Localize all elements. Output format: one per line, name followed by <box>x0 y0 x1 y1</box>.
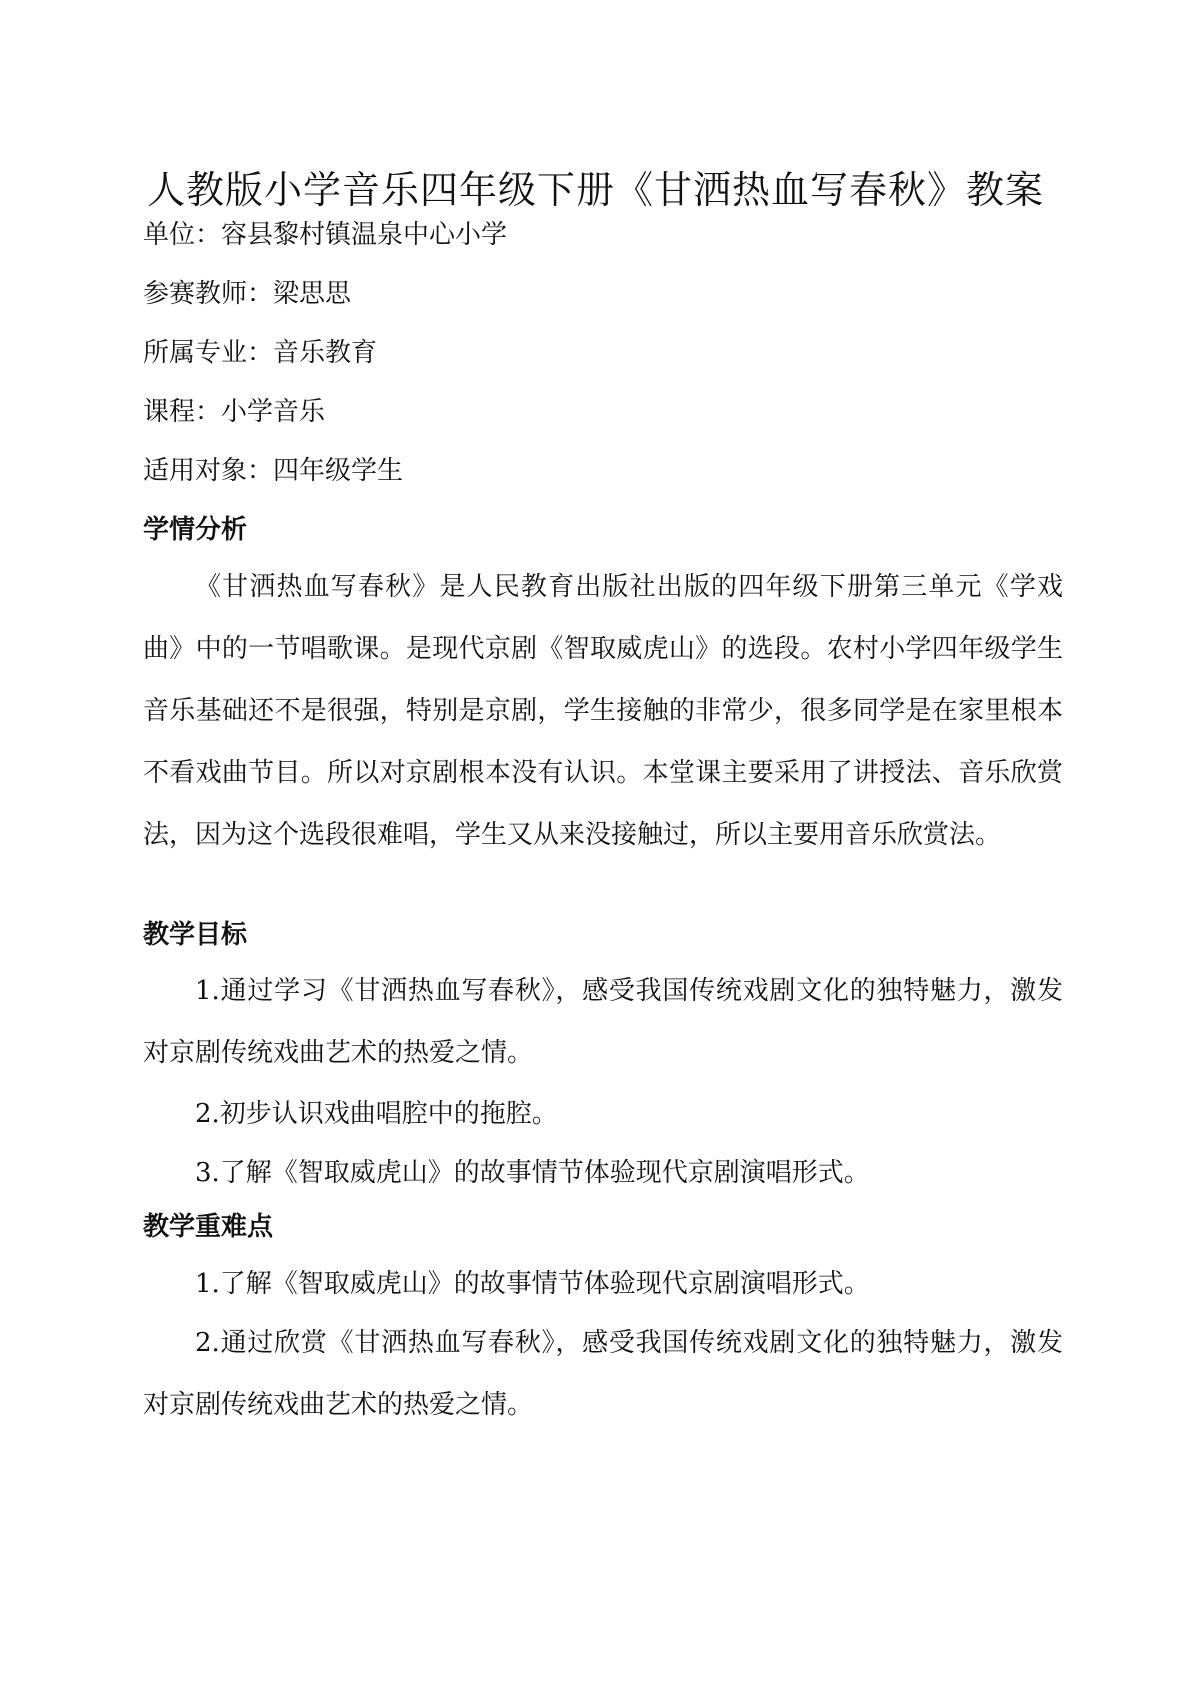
document-title: 人教版小学音乐四年级下册《甘洒热血写春秋》教案 <box>146 168 1044 212</box>
keypoint-item-2: 2.通过欣赏《甘洒热血写春秋》，感受我国传统戏剧文化的独特魅力，激发对京剧传统戏曲艺术的热爱之情。 <box>143 1328 1063 1420</box>
goal-item-1: 1.通过学习《甘洒热血写春秋》，感受我国传统戏剧文化的独特魅力，激发对京剧传统戏曲艺术的热爱之情。 <box>143 976 1063 1068</box>
info-audience: 适用对象：四年级学生 <box>143 456 404 486</box>
info-major: 所属专业：音乐教育 <box>143 338 378 368</box>
info-teacher: 参赛教师：梁思思 <box>143 279 352 309</box>
info-course: 课程：小学音乐 <box>143 397 326 427</box>
goal-item-2: 2.初步认识戏曲唱腔中的拖腔。 <box>195 1099 558 1129</box>
keypoint-item-1: 1.了解《智取威虎山》的故事情节体验现代京剧演唱形式。 <box>195 1269 870 1299</box>
goal-item-3: 3.了解《智取威虎山》的故事情节体验现代京剧演唱形式。 <box>195 1158 870 1188</box>
heading-goals: 教学目标 <box>143 920 248 950</box>
info-unit: 单位：容县黎村镇温泉中心小学 <box>143 220 508 250</box>
heading-keypoints: 教学重难点 <box>143 1212 274 1242</box>
analysis-paragraph: 《甘洒热血写春秋》是人民教育出版社出版的四年级下册第三单元《学戏曲》中的一节唱歌课。是现代京剧《智取威虎山》的选段。农村小学四年级学生音乐基础还不是很强，特别是京剧，学生接触的非常少，很多同学是在家里根本不看戏曲节目。所以对京剧根本没有认识。本堂课主要采用了讲授法、音乐欣赏法，因为这个选段很难唱，学生又从来没接触过，所以主要用音乐欣赏法。 <box>143 572 1063 850</box>
heading-analysis: 学情分析 <box>143 515 248 545</box>
